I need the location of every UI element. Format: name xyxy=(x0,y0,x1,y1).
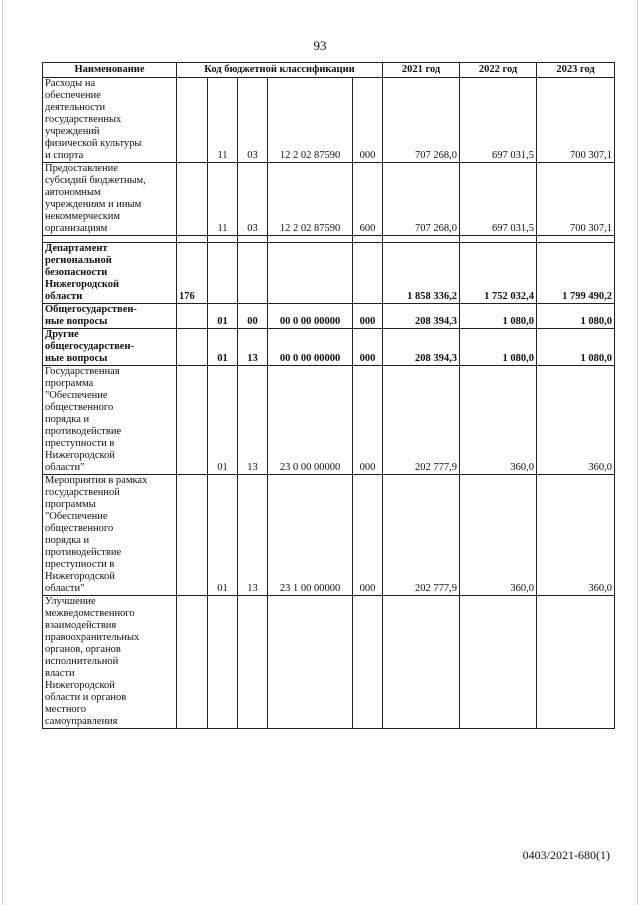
amount-2021: 1 858 336,2 xyxy=(383,243,460,304)
amount-2022: 360,0 xyxy=(460,366,537,475)
amount-2022: 697 031,5 xyxy=(460,163,537,236)
target-article-code: 00 0 00 00000 xyxy=(268,304,353,329)
podrazdel-code: 13 xyxy=(238,329,268,366)
table-header-row xyxy=(43,63,615,78)
target-article-code: 12 2 02 87590 xyxy=(268,163,353,236)
row-name: Другие общегосударствен- ные вопросы xyxy=(43,329,177,366)
dept-code xyxy=(177,304,208,329)
dept-code xyxy=(177,78,208,163)
podrazdel-code: 13 xyxy=(238,366,268,475)
right-edge-line xyxy=(637,0,638,905)
expense-type-code: 000 xyxy=(353,475,383,596)
target-article-code: 00 0 00 00000 xyxy=(268,329,353,366)
amount-2021: 208 394,3 xyxy=(383,304,460,329)
empty-cell xyxy=(268,236,353,243)
amount-2023 xyxy=(537,596,615,729)
target-article-code: 12 2 02 87590 xyxy=(268,78,353,163)
amount-2021: 208 394,3 xyxy=(383,329,460,366)
table-body xyxy=(43,78,615,729)
row-name: Департамент региональной безопасности Нижегородской области xyxy=(43,243,177,304)
podrazdel-code: 03 xyxy=(238,163,268,236)
razdel-code: 01 xyxy=(208,366,238,475)
page-number: 93 xyxy=(313,38,327,53)
table-spacer-row xyxy=(43,236,615,243)
amount-2021: 707 268,0 xyxy=(383,78,460,163)
amount-2023: 1 080,0 xyxy=(537,304,615,329)
header-name: Наименование xyxy=(43,63,177,78)
table-row xyxy=(43,163,615,236)
amount-2021 xyxy=(383,596,460,729)
expense-type-code xyxy=(353,596,383,729)
target-article-code: 23 0 00 00000 xyxy=(268,366,353,475)
row-name: Предоставление субсидий бюджетным, автономным учреждениям и иным некоммерческим организациям xyxy=(43,163,177,236)
empty-cell xyxy=(238,236,268,243)
budget-table xyxy=(42,62,615,729)
amount-2022: 360,0 xyxy=(460,475,537,596)
table-row xyxy=(43,243,615,304)
razdel-code xyxy=(208,596,238,729)
header-2021: 2021 год xyxy=(383,63,460,78)
dept-code xyxy=(177,475,208,596)
row-name: Улучшение межведомственного взаимодействия правоохранительных органов, органов исполнительной власти Нижегородской области и органов местного самоуправления xyxy=(43,596,177,729)
razdel-code: 11 xyxy=(208,163,238,236)
razdel-code: 01 xyxy=(208,329,238,366)
document-code: 0403/2021-680(1) xyxy=(522,848,610,862)
razdel-code: 01 xyxy=(208,475,238,596)
table-row xyxy=(43,596,615,729)
expense-type-code: 600 xyxy=(353,163,383,236)
razdel-code: 11 xyxy=(208,78,238,163)
podrazdel-code: 00 xyxy=(238,304,268,329)
empty-cell xyxy=(460,236,537,243)
amount-2023: 1 799 490,2 xyxy=(537,243,615,304)
dept-code xyxy=(177,329,208,366)
target-article-code: 23 1 00 00000 xyxy=(268,475,353,596)
empty-cell xyxy=(353,236,383,243)
amount-2022: 697 031,5 xyxy=(460,78,537,163)
empty-cell xyxy=(537,236,615,243)
amount-2023: 700 307,1 xyxy=(537,163,615,236)
dept-code xyxy=(177,366,208,475)
expense-type-code xyxy=(353,243,383,304)
dept-code xyxy=(177,163,208,236)
podrazdel-code: 03 xyxy=(238,78,268,163)
amount-2023: 360,0 xyxy=(537,366,615,475)
amount-2022: 1 080,0 xyxy=(460,304,537,329)
amount-2022 xyxy=(460,596,537,729)
amount-2023: 700 307,1 xyxy=(537,78,615,163)
amount-2021: 707 268,0 xyxy=(383,163,460,236)
expense-type-code: 000 xyxy=(353,78,383,163)
empty-cell xyxy=(208,236,238,243)
row-name: Государственная программа "Обеспечение общественного порядка и противодействие преступности в Нижегородской области" xyxy=(43,366,177,475)
dept-code xyxy=(177,596,208,729)
header-code: Код бюджетной классификации xyxy=(177,63,383,78)
razdel-code: 01 xyxy=(208,304,238,329)
empty-cell xyxy=(43,236,177,243)
left-edge-line xyxy=(2,0,3,905)
row-name: Мероприятия в рамках государственной программы "Обеспечение общественного порядка и противодействие преступности в Нижегородской области" xyxy=(43,475,177,596)
header-2022: 2022 год xyxy=(460,63,537,78)
table-row xyxy=(43,475,615,596)
table-row xyxy=(43,304,615,329)
row-name: Общегосударствен- ные вопросы xyxy=(43,304,177,329)
empty-cell xyxy=(177,236,208,243)
target-article-code xyxy=(268,596,353,729)
amount-2021: 202 777,9 xyxy=(383,366,460,475)
empty-cell xyxy=(383,236,460,243)
razdel-code xyxy=(208,243,238,304)
podrazdel-code: 13 xyxy=(238,475,268,596)
dept-code: 176 xyxy=(177,243,208,304)
table-row xyxy=(43,366,615,475)
amount-2022: 1 752 032,4 xyxy=(460,243,537,304)
row-name: Расходы на обеспечение деятельности государственных учреждений физической культуры и спорта xyxy=(43,78,177,163)
table-row xyxy=(43,329,615,366)
expense-type-code: 000 xyxy=(353,304,383,329)
expense-type-code: 000 xyxy=(353,366,383,475)
amount-2021: 202 777,9 xyxy=(383,475,460,596)
target-article-code xyxy=(268,243,353,304)
amount-2023: 1 080,0 xyxy=(537,329,615,366)
amount-2022: 1 080,0 xyxy=(460,329,537,366)
expense-type-code: 000 xyxy=(353,329,383,366)
podrazdel-code xyxy=(238,243,268,304)
table-row xyxy=(43,78,615,163)
header-2023: 2023 год xyxy=(537,63,615,78)
amount-2023: 360,0 xyxy=(537,475,615,596)
podrazdel-code xyxy=(238,596,268,729)
